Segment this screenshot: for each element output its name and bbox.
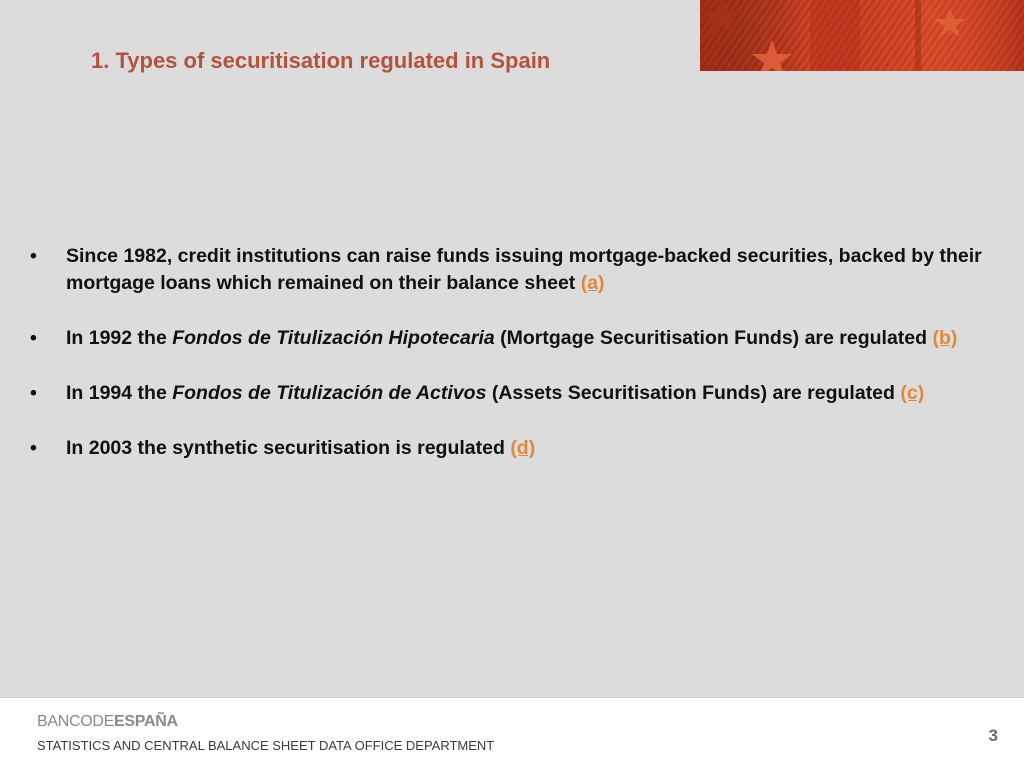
bullet-italic-term: Fondos de Titulización Hipotecaria (172, 327, 495, 349)
bullet-item (30, 435, 990, 462)
bullet-text: (Assets Securitisation Funds) are regulated (486, 382, 901, 404)
logo-part: DE (92, 713, 115, 730)
slide-footer (0, 697, 1024, 769)
footnote-link-d[interactable]: (d) (510, 437, 536, 459)
bullet-text: (Mortgage Securitisation Funds) are regulated (494, 327, 933, 349)
bullet-text: Since 1982, credit institutions can raise funds issuing mortgage-backed securities, backed by their mortgage loans which remained on their balance sheet (66, 245, 982, 294)
bullet-text: In 2003 the synthetic securitisation is regulated (66, 437, 511, 459)
bullet-item (30, 380, 990, 407)
footnote-link-c[interactable]: (c) (900, 382, 925, 404)
logo-part: ESPAÑA (114, 713, 178, 730)
page-number: 3 (988, 726, 998, 745)
flag-stars-image (700, 0, 1024, 71)
bullet-item (30, 243, 990, 297)
banco-de-espana-logo (37, 713, 178, 731)
bullet-text: In 1992 the (66, 327, 173, 349)
bullet-text: In 1994 the (66, 382, 173, 404)
logo-part: BANCO (37, 713, 93, 730)
footnote-link-b[interactable]: (b) (932, 327, 958, 349)
bullet-italic-term: Fondos de Titulización de Activos (172, 382, 487, 404)
bullet-dot: • (30, 437, 37, 459)
bullet-dot: • (30, 245, 37, 267)
bullet-dot: • (30, 327, 37, 349)
decorative-banner-image (700, 0, 1024, 71)
bullet-item (30, 325, 990, 352)
department-name: STATISTICS AND CENTRAL BALANCE SHEET DATA OFFICE DEPARTMENT (37, 738, 495, 753)
footnote-link-a[interactable]: (a) (580, 272, 605, 294)
slide-title: 1. Types of securitisation regulated in Spain (91, 48, 551, 73)
bullet-dot: • (30, 382, 37, 404)
bullet-list (30, 243, 990, 462)
